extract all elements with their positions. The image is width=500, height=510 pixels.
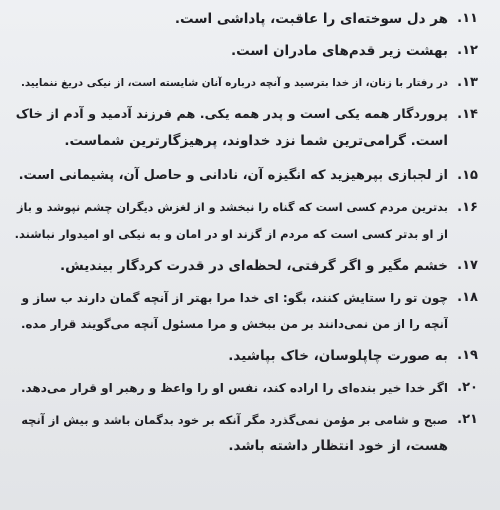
item-line: خشم مگیر و اگر گرفتی، لحظه‌ای در قدرت کردگار بیندیش. [60,258,448,274]
item-line: است. گرامی‌ترین شما نزد خداوند، پرهیزگارترین شماست. [64,133,448,149]
item-number: ۱۲. [457,43,478,58]
item-number: ۱۷. [457,258,478,273]
item-text [14,407,448,459]
item-line: در رفتار با زنان، از خدا بترسید و آنچه درباره آنان شایسته است، از نیکی دریغ ننمایید. [20,77,448,89]
item-line: اگر خدا خیر بنده‌ای را اراده کند، نفس او را واعظ و رهبر او قرار می‌دهد. [20,381,448,395]
item-line: صبح و شامی بر مؤمن نمی‌گذرد مگر آنکه بر خود بدگمان باشد و بیش از آنچه [21,413,448,427]
item-text [14,375,448,401]
item-number: ۲۱. [457,412,478,427]
item-number: ۱۵. [457,168,478,183]
item-text [14,343,448,369]
item-number: ۱۱. [457,11,478,26]
item-line: پروردگار همه یکی است و پدر همه یکی. هم فرزند آدمید و آدم از خاک [15,107,448,122]
item-text [14,285,448,337]
list-item-14 [14,102,478,154]
item-number: ۱۴. [457,107,478,122]
list-item-17 [14,253,478,279]
item-text [14,163,448,189]
list-item-13 [14,70,478,96]
item-text [14,102,448,154]
list-item-18 [14,285,478,337]
item-number: ۱۹. [457,348,478,363]
item-number: ۱۶. [457,200,478,215]
item-line: بهشت زیر قدم‌های مادران است. [231,43,448,59]
list-item-21 [14,407,478,459]
item-text [14,38,448,64]
item-number: ۱۸. [457,290,478,305]
item-line: از لجبازی بپرهیزید که انگیزه آن، نادانی و حاصل آن، پشیمانی است. [18,168,448,183]
item-line: از او بدتر کسی است که مردم از گزند او در امان و به نیکی او امیدوار نباشند. [14,227,448,241]
item-line: چون تو را ستایش کنند، بگو: ای خدا مرا بهتر از آنچه گمان دارند ب ساز و [21,291,448,305]
item-text [14,6,448,32]
item-text [14,253,448,279]
list-item-20 [14,375,478,401]
item-line: هست، از خود انتظار داشته باشد. [228,438,448,454]
item-text [14,195,448,247]
item-number: ۲۰. [457,380,478,395]
list-item-15 [14,163,478,189]
item-line: هر دل سوخته‌ای را عاقبت، پاداشی است. [174,11,448,27]
list-item-16 [14,195,478,247]
item-number: ۱۳. [457,75,478,90]
item-line: بدترین مردم کسی است که گناه را نبخشد و از لغزش دیگران چشم نپوشد و باز [17,201,448,214]
item-line: آنچه را از من نمی‌دانند بر من ببخش و مرا مسئول آنچه می‌گویند قرار مده. [21,317,448,331]
list-item-19 [14,343,478,369]
list-item-12 [14,38,478,64]
item-line: به صورت چاپلوسان، خاک بپاشید. [228,348,448,364]
list-item-11 [14,6,478,32]
item-text [14,70,448,96]
